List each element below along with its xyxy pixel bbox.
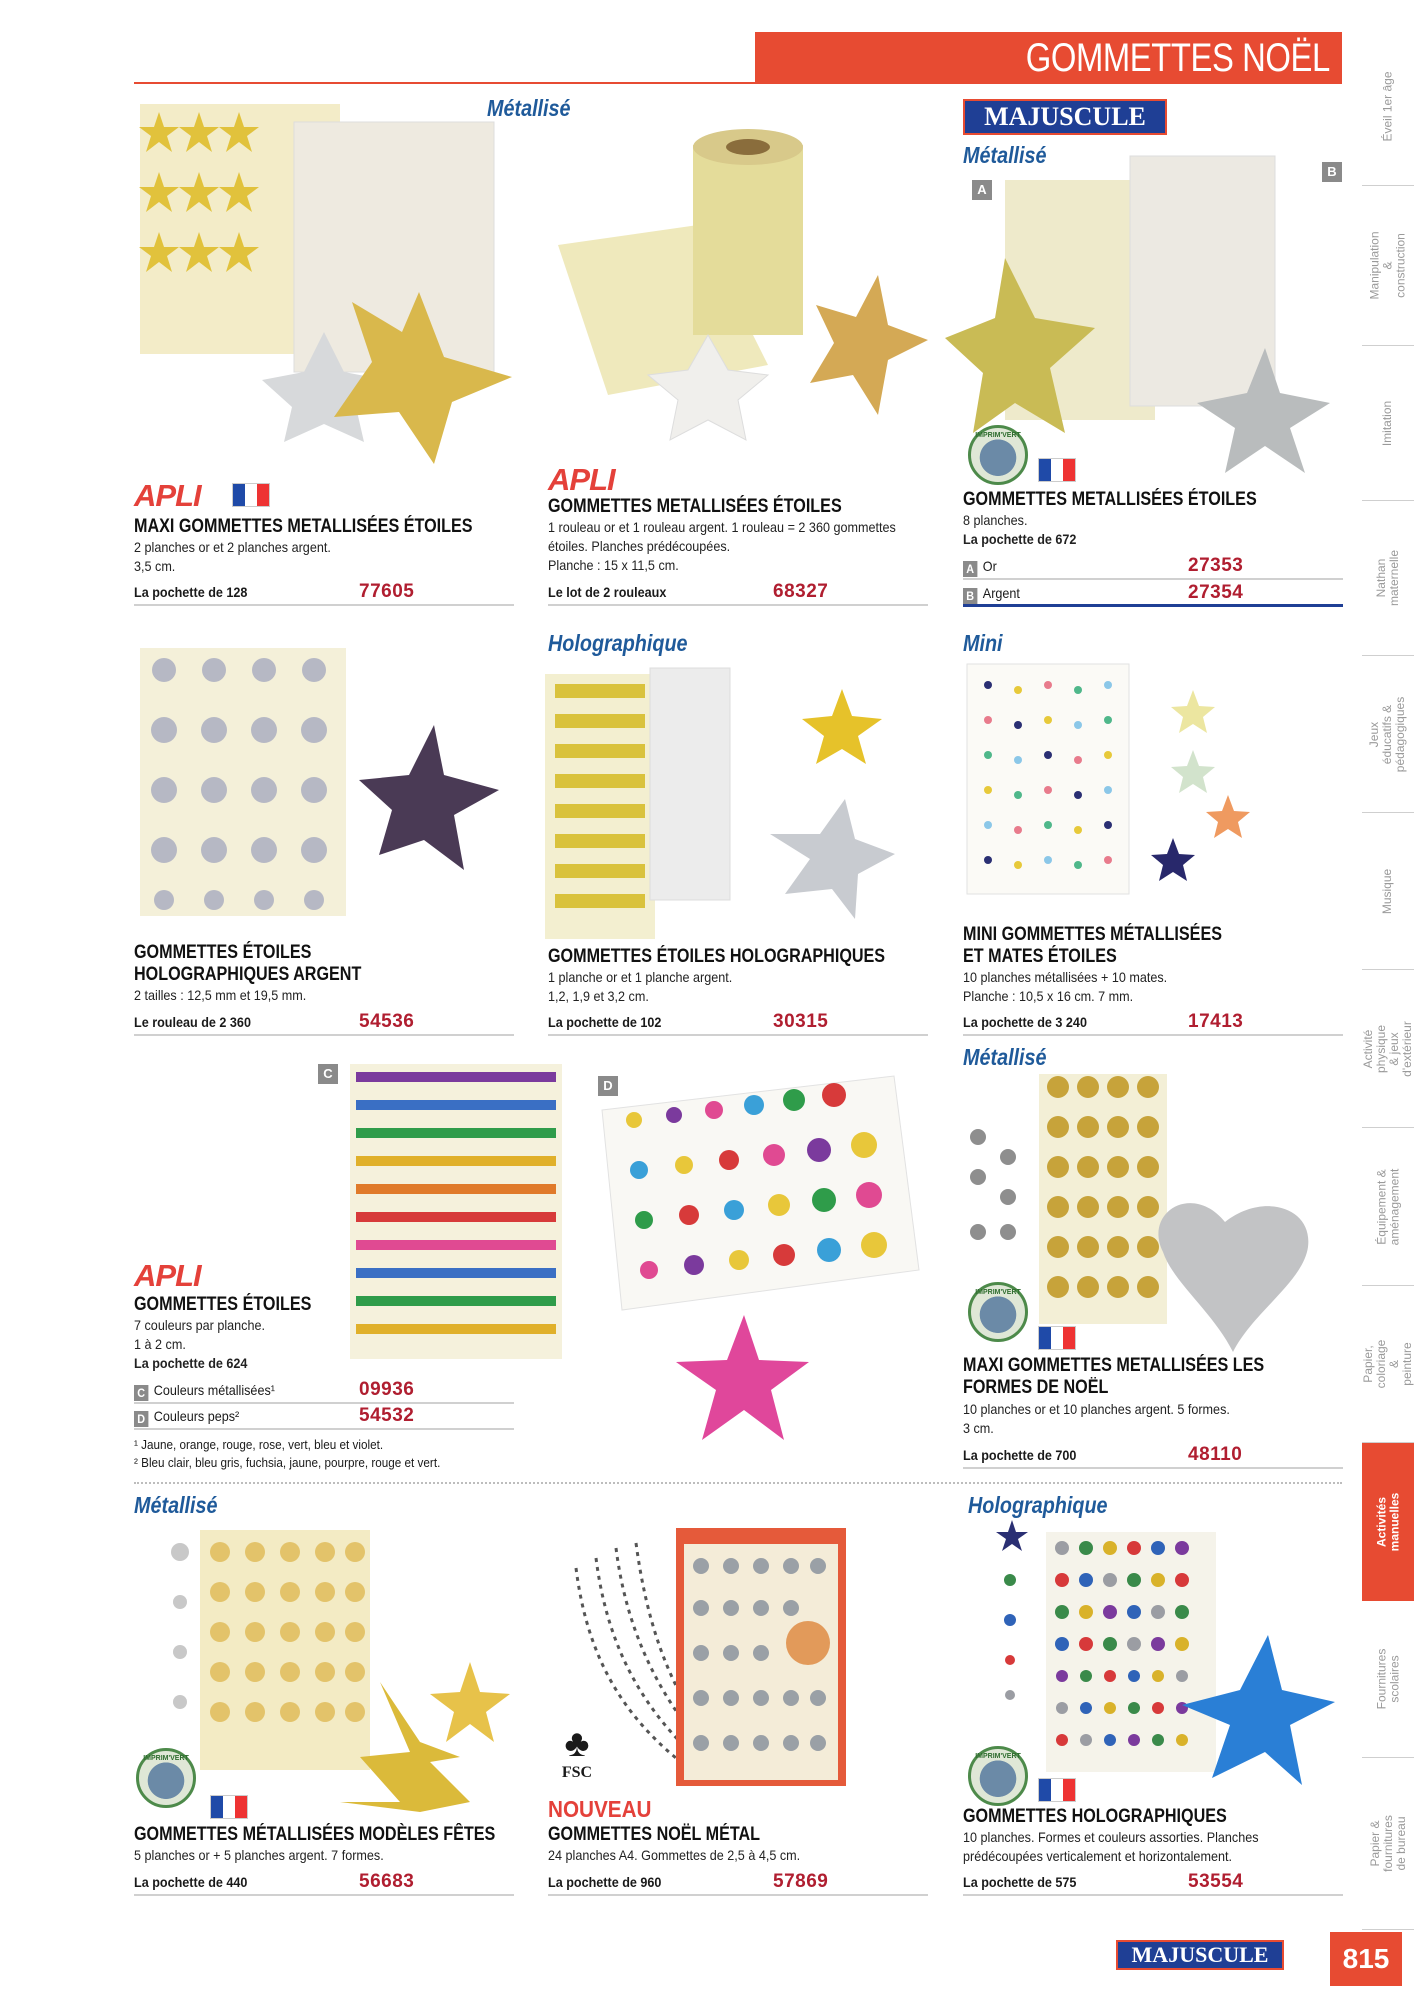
imprim-vert-logo: IMPRIM'VERT [968,425,1028,485]
category-label: Métallisé [487,95,571,121]
price-row [963,1443,1343,1469]
pack-size: La pochette de 128 [134,584,248,600]
product-name: GOMMETTES ÉTOILES HOLOGRAPHIQUES [548,946,886,967]
product-description: étoiles. Planches prédécoupées. [548,538,731,554]
pack-size: La pochette de 3 240 [963,1014,1087,1030]
product-description: Planche : 15 x 11,5 cm. [548,557,679,573]
pack-size: La pochette de 102 [548,1014,662,1030]
france-flag-icon [1038,1778,1076,1802]
pack-size: La pochette de 672 [963,531,1077,547]
footnote: ² Bleu clair, bleu gris, fuchsia, jaune, pourpre, rouge et vert. [134,1455,441,1470]
variant-tag-a: A [963,561,977,577]
product-code: 57869 [773,1871,829,1892]
price-row [134,1870,514,1896]
product-name: ET MATES ÉTOILES [963,946,1117,967]
pack-size: La pochette de 575 [963,1874,1077,1890]
majuscule-footer-logo: MAJUSCULE [1116,1940,1284,1970]
variant-tag-d: D [598,1076,618,1096]
header-rule [134,82,1342,84]
new-badge: NOUVEAU [548,1796,652,1822]
product-code: 54536 [359,1011,415,1032]
sidebar-item-papier-bureau[interactable]: Papier & fournitures de bureau [1362,1758,1414,1930]
product-code: 27353 [1188,555,1244,576]
tree-icon: ♣ [564,1723,590,1765]
product-image-modeles-fetes [160,1522,530,1812]
sidebar-item-papier-coloriage[interactable]: Papier, coloriage & peinture [1362,1286,1414,1443]
product-name: MAXI GOMMETTES METALLISÉES LES [963,1355,1265,1376]
product-description: Planche : 10,5 x 16 cm. 7 mm. [963,988,1134,1004]
variant-tag-b: B [963,588,977,604]
product-code: 30315 [773,1011,829,1032]
imprim-vert-logo: IMPRIM'VERT [968,1746,1028,1806]
product-code: 09936 [359,1379,415,1400]
page-title-bar [755,32,1342,84]
price-row [548,1870,928,1896]
category-label: Métallisé [963,1044,1047,1070]
product-name: FORMES DE NOËL [963,1377,1109,1398]
france-flag-icon [210,1795,248,1819]
product-description: 8 planches. [963,512,1028,528]
price-row [963,1870,1343,1896]
pack-size: La pochette de 440 [134,1874,248,1890]
page-number: 815 [1330,1932,1402,1986]
product-name: MINI GOMMETTES MÉTALLISÉES [963,924,1223,945]
product-image-etoiles-couleurs-metallisees [346,1060,566,1360]
price-row [548,1010,928,1036]
product-name: HOLOGRAPHIQUES ARGENT [134,964,362,985]
price-row [963,1010,1343,1036]
imprim-vert-logo: IMPRIM'VERT [136,1748,196,1808]
footnote: ¹ Jaune, orange, rouge, rose, vert, bleu et violet. [134,1437,384,1452]
product-description: 24 planches A4. Gommettes de 2,5 à 4,5 cm. [548,1847,801,1863]
product-image-etoiles-holo-argent [134,640,514,930]
category-label: Métallisé [134,1492,218,1518]
price-row-variant-a [963,554,1343,580]
category-label: Holographique [548,630,688,656]
product-description: 2 tailles : 12,5 mm et 19,5 mm. [134,987,307,1003]
pack-size: La pochette de 700 [963,1447,1077,1463]
category-label: Métallisé [963,142,1047,168]
product-code: 27354 [1188,582,1244,603]
sidebar-item-eveil[interactable]: Éveil 1er âge [1362,28,1414,186]
product-code: 54532 [359,1405,415,1426]
variant-tag-d: D [134,1411,148,1427]
product-description: 10 planches or et 10 planches argent. 5 formes. [963,1401,1230,1417]
product-code: 56683 [359,1871,415,1892]
product-description: 1 planche or et 1 planche argent. [548,969,733,985]
majuscule-logo: MAJUSCULE [963,99,1167,135]
product-code: 17413 [1188,1011,1244,1032]
apli-logo: APLI [134,478,201,513]
product-description: 10 planches. Formes et couleurs assorties. Planches [963,1829,1259,1845]
sidebar-item-activites-manuelles[interactable]: Activités manuelles [1362,1443,1414,1601]
product-description: 3 cm. [963,1420,994,1436]
product-description: prédécoupées verticalement et horizontalement. [963,1848,1232,1864]
category-label: Mini [963,630,1003,656]
sidebar-item-manipulation[interactable]: Manipulation & construction [1362,186,1414,346]
pack-size: La pochette de 624 [134,1355,248,1371]
product-description: 1 à 2 cm. [134,1336,186,1352]
variant-tag-b: B [1322,162,1342,182]
product-description: 3,5 cm. [134,558,176,574]
apli-logo: APLI [548,462,615,497]
variant-tag-c: C [134,1385,148,1401]
sidebar-item-nathan[interactable]: Nathan maternelle [1362,501,1414,656]
product-description: 5 planches or + 5 planches argent. 7 formes. [134,1847,384,1863]
sidebar-item-equipement[interactable]: Équipement & aménagement [1362,1128,1414,1286]
product-name: GOMMETTES MÉTALLISÉES MODÈLES FÊTES [134,1824,496,1845]
product-name: GOMMETTES ÉTOILES [134,1294,312,1315]
product-name: GOMMETTES ÉTOILES [134,942,312,963]
product-name: MAXI GOMMETTES METALLISÉES ÉTOILES [134,516,473,537]
imprim-vert-logo: IMPRIM'VERT [968,1282,1028,1342]
variant-label: Argent [982,585,1020,601]
sidebar-item-activite-physique[interactable]: Activité physique & jeux d'extérieur [1362,970,1414,1128]
product-name: GOMMETTES METALLISÉES ÉTOILES [548,496,842,517]
price-row-variant-d [134,1404,514,1430]
france-flag-icon [232,483,270,507]
product-description: 1,2, 1,9 et 3,2 cm. [548,988,649,1004]
product-image-etoiles-holographiques [540,664,930,944]
variant-tag-a: A [972,180,992,200]
product-image-formes-holographiques [990,1520,1340,1810]
pack-size: Le lot de 2 rouleaux [548,584,667,600]
variant-tag-c: C [318,1064,338,1084]
product-image-etoiles-couleurs-peps [594,1060,934,1460]
sidebar-item-jeux-educatifs[interactable]: Jeux éducatifs & pédagogiques [1362,656,1414,813]
sidebar-item-fournitures-scolaires[interactable]: Fournitures scolaires [1362,1601,1414,1758]
price-row [134,1010,514,1036]
fsc-logo: ♣ FSC [548,1724,606,1782]
product-code: 48110 [1188,1444,1243,1465]
product-name: GOMMETTES HOLOGRAPHIQUES [963,1806,1227,1827]
sidebar-item-musique[interactable]: Musique [1362,813,1414,970]
product-code: 53554 [1188,1871,1244,1892]
product-image-rouleaux-etoiles [548,125,930,465]
product-description: 10 planches métallisées + 10 mates. [963,969,1168,985]
product-description: 2 planches or et 2 planches argent. [134,539,331,555]
product-code: 77605 [359,581,415,602]
page-title: GOMMETTES NOËL [1025,36,1330,80]
variant-label: Couleurs métallisées¹ [153,1382,275,1398]
france-flag-icon [1038,1326,1076,1350]
product-image-mini-etoiles [963,660,1343,900]
variant-label: Or [982,558,997,574]
variant-label: Couleurs peps² [153,1408,240,1424]
product-image-maxi-etoiles [134,92,524,467]
section-divider [134,1482,1342,1484]
price-row-variant-b [963,581,1343,607]
product-name: GOMMETTES NOËL MÉTAL [548,1824,761,1845]
apli-logo: APLI [134,1258,201,1293]
pack-size: La pochette de 960 [548,1874,662,1890]
price-row [548,580,928,606]
pack-size: Le rouleau de 2 360 [134,1014,251,1030]
product-description: 1 rouleau or et 1 rouleau argent. 1 rouleau = 2 360 gommettes [548,519,896,535]
product-name: GOMMETTES METALLISÉES ÉTOILES [963,489,1257,510]
category-label: Holographique [968,1492,1108,1518]
france-flag-icon [1038,458,1076,482]
sidebar-item-imitation[interactable]: Imitation [1362,346,1414,501]
product-description: 7 couleurs par planche. [134,1317,265,1333]
price-row [134,580,514,606]
price-row-variant-c [134,1378,514,1404]
product-code: 68327 [773,581,829,602]
